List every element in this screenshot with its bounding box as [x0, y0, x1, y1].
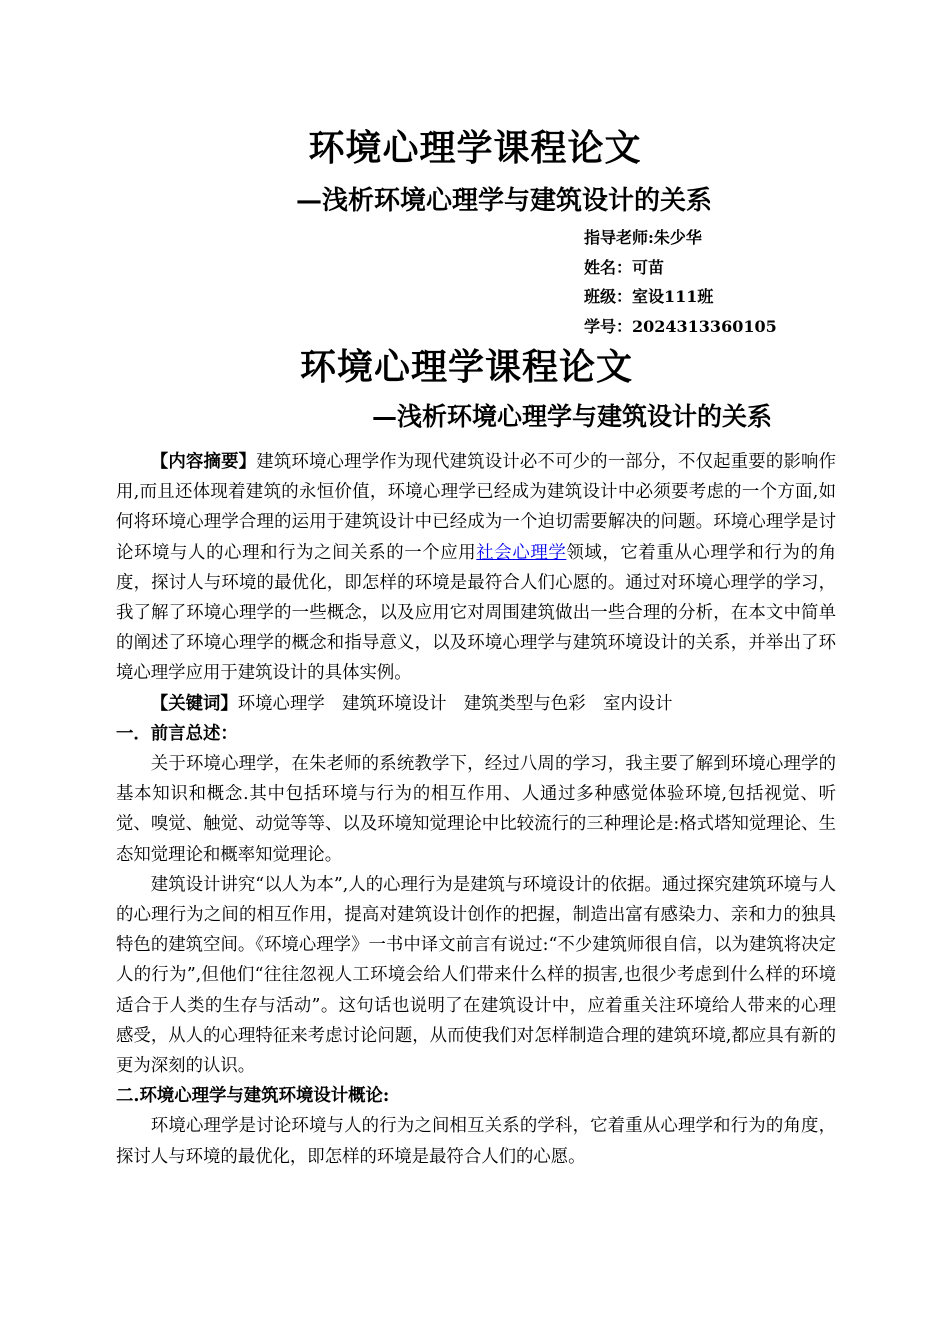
social-psychology-link[interactable]: 社会心理学 [476, 542, 567, 563]
section1-heading: 一．前言总述： [116, 723, 238, 744]
abstract-label: 【内容摘要】 [150, 452, 257, 472]
abstract-text-2: 领域，它着重从心理学和行为的角度，探讨人与环境的最优化，即怎样的环境是最符合人们心愿的。通过对环境心理学的学习，我了解了环境心理学的一些概念，以及应用它对周围建筑做出一些合理的分析，在本文中简单的阐述了环境心理学的概念和指导意义，以及环境心理学与建筑环境设计的关系，并举出了环境心理学应用于建筑设计的具体实例。 [116, 542, 836, 684]
author-info [584, 223, 777, 341]
abstract-paragraph [116, 447, 836, 689]
keywords-paragraph [116, 689, 836, 719]
section1-paragraph-2: 建筑设计讲究“以人为本”,人的心理行为是建筑与环境设计的依据。通过探究建筑环境与人的心理行为之间的相互作用，提高对建筑设计创作的把握，制造出富有感染力、亲和力的独具特色的建筑空间。《环境心理学》一书中译文前言有说过:“不少建筑师很自信，以为建筑将决定人的行为”,但他们“往往忽视人工环境会给人们带来什么样的损害,也很少考虑到什么样的环境适合于人类的生存与活动”。这句话也说明了在建筑设计中，应着重关注环境给人带来的心理感受，从人的心理特征来考虑讨论问题，从而使我们对怎样制造合理的建筑环境,都应具有新的更为深刻的认识。 [116, 874, 836, 1077]
section2-paragraph-1: 环境心理学是讨论环境与人的行为之间相互关系的学科，它着重从心理学和行为的角度，探讨人与环境的最优化，即怎样的环境是最符合人们的心愿。 [116, 1116, 836, 1167]
cover-title: 环境心理学课程论文 [308, 127, 642, 169]
abstract-text-1: 建筑环境心理学作为现代建筑设计必不可少的一部分，不仅起重要的影响作用,而且还体现着建筑的永恒价值，环境心理学已经成为建筑设计中必须要考虑的一个方面,如何将环境心理学合理的运用于建筑设计中已经成为一个迫切需要解决的问题。环境心理学是讨论环境与人的心理和行为之间关系的一个应用 [116, 452, 836, 563]
section1-paragraph-1: 关于环境心理学，在朱老师的系统教学下，经过八周的学习，我主要了解到环境心理学的基本知识和概念.其中包括环境与行为的相互作用、人通过多种感觉体验环境,包括视觉、听觉、嗅觉、触觉、动觉等等、以及环境知觉理论中比较流行的三种理论是:格式塔知觉理论、生态知觉理论和概率知觉理论。 [116, 754, 836, 865]
advisor-line: 指导老师:朱少华 [584, 228, 702, 247]
section2-heading: 二.环境心理学与建筑环境设计概论: [116, 1086, 390, 1107]
name-line: 姓名：可苗 [584, 257, 665, 277]
class-line: 班级：室设111班 [584, 287, 714, 306]
main-title: 环境心理学课程论文 [300, 346, 634, 388]
cover-subtitle: —浅析环境心理学与建筑设计的关系 [296, 186, 713, 216]
main-subtitle: —浅析环境心理学与建筑设计的关系 [372, 402, 773, 431]
keywords-text: 环境心理学 建筑环境设计 建筑类型与色彩 室内设计 [237, 693, 673, 714]
keywords-label: 【关键词】 [150, 693, 238, 714]
student-id-line: 学号：2024313360105 [584, 316, 777, 336]
body-text [116, 447, 836, 1172]
